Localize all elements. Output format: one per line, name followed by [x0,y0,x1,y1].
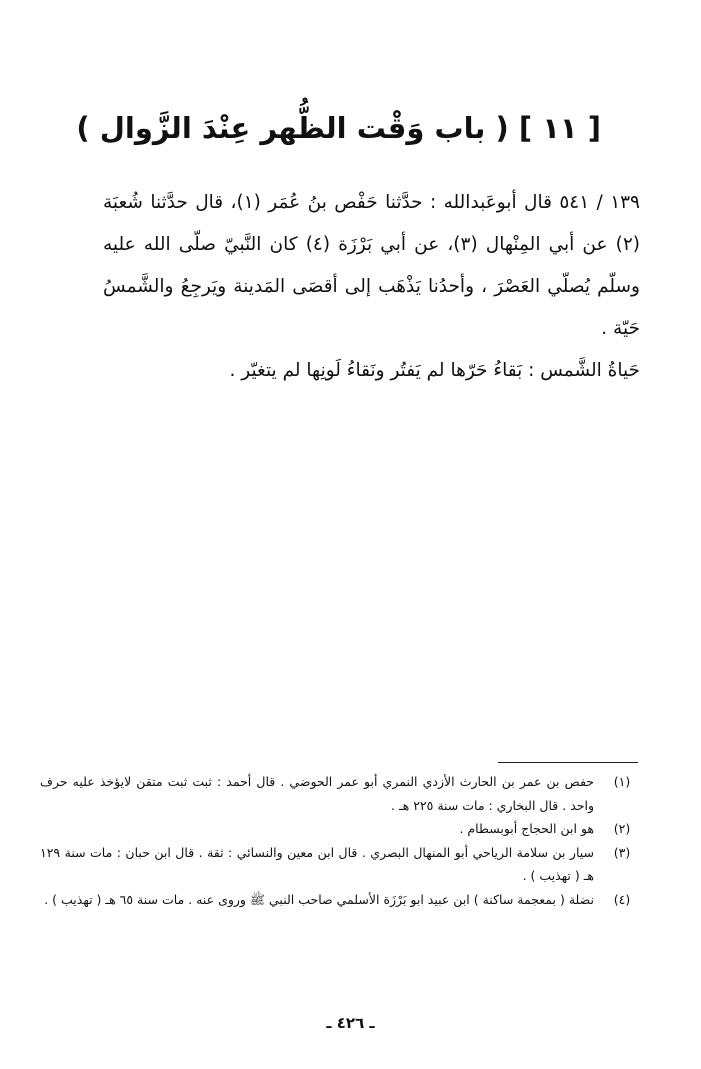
page-number: ـ ٤٢٦ ـ [326,1014,375,1032]
footnote-item [40,770,650,817]
hadith-body [103,182,640,392]
footnote-number: (٢) [613,821,631,836]
footnote-text: هو ابن الحجاج أبوبسطام . [459,821,594,836]
footnote-item [40,841,650,888]
footnotes [40,770,650,911]
footnote-item [40,888,650,912]
chapter-title: [ ١١ ] ( باب وَقْت الظُّهر عِنْدَ الزَّوال ) [76,111,601,145]
footnote-number: (١) [613,774,631,789]
footnote-number: (٤) [613,891,631,907]
footnote-text: سيار بن سلامة الرياحي أبو المنهال البصري . قال ابن معين والنسائي : ثقة . قال ابن حبان : مات سنة ١٢٩ هـ ( تهذيب ) . [40,844,594,883]
footnote-item [40,817,650,841]
hadith-paragraph: ١٣٩ / ٥٤١ قال أبوعَبدالله : حدَّثنا حَفْص بنُ عُمَر (١)، قال حدَّثنا شُعبَة (٢) عن أبي المِنْهال (٣)، عن أبي بَرْزَة (٤) كان النَّبيّ صلّى الله عليه وسلّم يُصلّي العَصْرَ ، وأحدُنا يَذْهَب إلى أقصَى المَدينة ويَرجِعُ والشَّمسُ حَيّة . [103,192,641,339]
gloss-paragraph: حَياةُ الشَّمس : بَقاءُ حَرّها لم يَفتُر ونَقاءُ لَونِها لم يتغيّر . [229,360,640,381]
footnote-text: نضلة ( بمعجمة ساكنة ) ابن عبيد ابو بَرْزَة الأسلمي صاحب النبي ﷺ وروى عنه . مات سنة ٦٥ هـ ( تهذيب ) . [44,891,594,907]
footnote-number: (٣) [613,844,631,860]
footnote-text: حفص بن عمر بن الحارث الأزدي النمري أبو عمر الحوضي . قال أحمد : ثبت ثبت متقن لايؤخذ عليه حرف واحد . قال البخاري : مات سنة ٢٢٥ هـ . [40,774,594,813]
footnote-divider [498,762,638,763]
